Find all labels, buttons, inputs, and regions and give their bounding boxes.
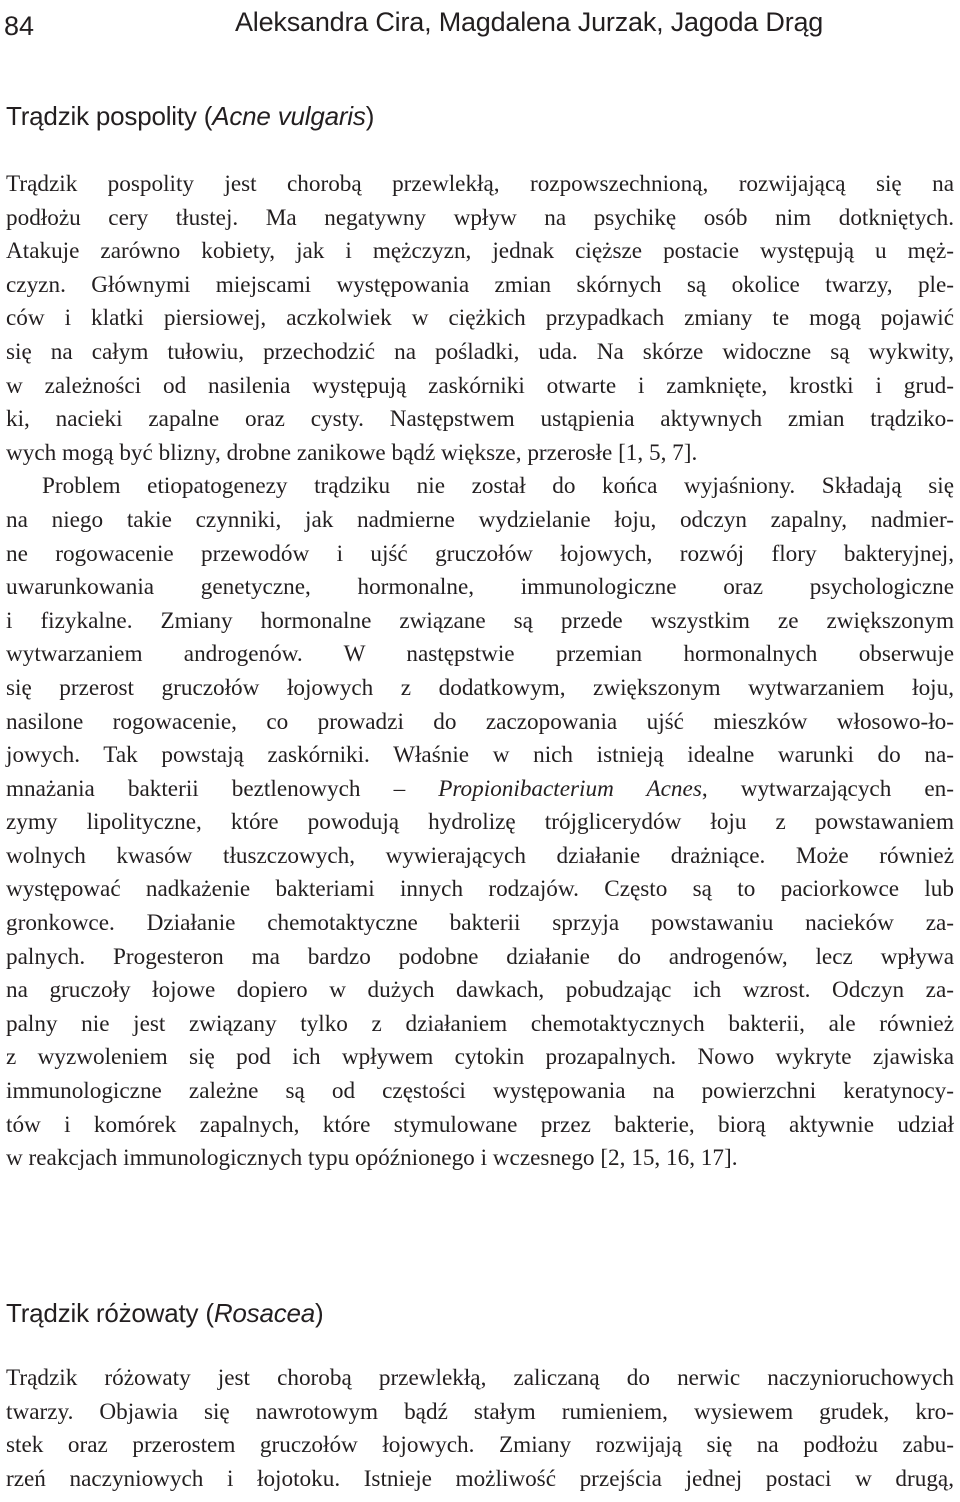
text-line: z wyzwoleniem się pod ich wpływem cytokin prozapalnych. Nowo wykryte zjawiska [6,1044,954,1071]
text-line: jowych. Tak powstają zaskórniki. Właśnie w nich istnieją idealne warunki do na- [6,742,954,769]
text-line: ne rogowacenie przewodów i ujść gruczołów łojowych, rozwój flory bakteryjnej, [6,540,954,567]
text-line: rzeń naczyniowych i łojotoku. Istnieje możliwość przejścia jednej postaci w drugą, [6,1465,954,1492]
section-heading-rosacea [6,1295,324,1331]
section-heading-acne-vulgaris [6,98,374,134]
paragraph [6,1362,954,1496]
text-line: podłożu cery tłustej. Ma negatywny wpływ na psychikę osób nim dotkniętych. [6,204,954,231]
text-line: się na całym tułowiu, przechodzić na pośladki, uda. Na skórze widoczne są wykwity, [6,338,954,365]
running-head-authors: Aleksandra Cira, Magdalena Jurzak, Jagoda Drąg [235,7,824,37]
text-line: Atakuje zarówno kobiety, jak i mężczyzn, jednak cięższe postacie występują u męż- [6,238,954,265]
text-line: Trądzik pospolity jest chorobą przewlekłą, rozpowszechnioną, rozwijającą się na [6,171,954,197]
text-line: stek oraz przerostem gruczołów łojowych. Zmiany rozwijają się na podłożu zabu- [6,1432,954,1459]
heading-latin-name: Acne vulgaris [212,101,366,131]
text-line: uwarunkowania genetyczne, hormonalne, immunologiczne oraz psychologiczne [6,574,954,601]
text-line: i fizykalne. Zmiany hormonalne związane są przede wszystkim ze zwiększonym [6,607,954,634]
paragraph [6,168,954,470]
text-line: na gruczoły łojowe dopiero w dużych dawkach, pobudzając ich wzrost. Odczyn za- [6,977,954,1004]
text-line: Trądzik różowaty jest chorobą przewlekłą, zaliczaną do nerwic naczynioruchowych [6,1365,954,1391]
text-line: nasilone rogowacenie, co prowadzi do zaczopowania ujść mieszków włosowo-ło- [6,708,954,735]
text-line: Problem etiopatogenezy trądziku nie został do końca wyjaśniony. Składają się [42,473,954,500]
bacterium-latin-name: Propionibacterium Acnes [438,775,702,802]
section-body-acne-vulgaris [6,168,954,1176]
text-line: wolnych kwasów tłuszczowych, wywierających działanie drażniące. Może również [6,842,954,869]
heading-text: ) [315,1298,324,1328]
text-line: się przerost gruczołów łojowych z dodatkowym, zwiększonym wytwarzaniem łoju, [6,674,954,701]
running-head [0,2,960,42]
paragraph [6,470,954,1175]
text-line: w reakcjach immunologicznych typu opóźnionego i wczesnego [2, 15, 16, 17]. [6,1145,738,1172]
section-body-rosacea [6,1362,954,1496]
text-line: palny nie jest związany tylko z działaniem chemotaktycznych bakterii, ale również [6,1010,954,1037]
text-fragment: mnażania bakterii beztlenowych – [6,775,439,802]
text-line: tów i komórek zapalnych, które stymulowane przez bakterie, biorą aktywnie udział [6,1111,954,1138]
text-line: twarzy. Objawia się nawrotowym bądź stałym rumieniem, wysiewem grudek, kro- [6,1398,954,1425]
page-number: 84 [4,11,35,41]
text-line: zymy lipolityczne, które powodują hydrolizę trójglicerydów łoju z powstawaniem [6,809,954,836]
heading-text: Trądzik różowaty ( [6,1298,214,1328]
text-line: w zależności od nasilenia występują zaskórniki otwarte i zamknięte, krostki i grud- [6,372,954,399]
text-line: ki, nacieki zapalne oraz cysty. Następstwem ustąpienia aktywnych zmian trądziko- [6,406,954,433]
text-line: ców i klatki piersiowej, aczkolwiek w ciężkich przypadkach zmiany te mogą pojawić [6,305,954,332]
text-line: gronkowce. Działanie chemotaktyczne bakterii sprzyja powstawaniu nacieków za- [6,910,954,937]
text-line: palnych. Progesteron ma bardzo podobne działanie do androgenów, lecz wpływa [6,943,954,970]
heading-text: ) [365,101,375,131]
text-fragment: , wytwarzających en- [701,775,954,802]
text-line: immunologiczne zależne są od częstości występowania na powierzchni keratynocy- [6,1078,954,1105]
text-line: wytwarzaniem androgenów. W następstwie przemian hormonalnych obserwuje [6,641,954,668]
text-line: występować nadkażenie bakteriami innych rodzajów. Często są to paciorkowce lub [6,876,954,903]
text-line [6,773,954,807]
text-line: na niego takie czynniki, jak nadmierne wydzielanie łoju, odczyn zapalny, nadmier- [6,506,954,533]
text-line: czyzn. Głównymi miejscami występowania zmian skórnych są okolice twarzy, ple- [6,271,954,298]
heading-latin-name: Rosacea [213,1298,316,1328]
text-line: wych mogą być blizny, drobne zanikowe bądź większe, przerosłe [1, 5, 7]. [6,439,698,466]
heading-text: Trądzik pospolity ( [6,101,213,131]
